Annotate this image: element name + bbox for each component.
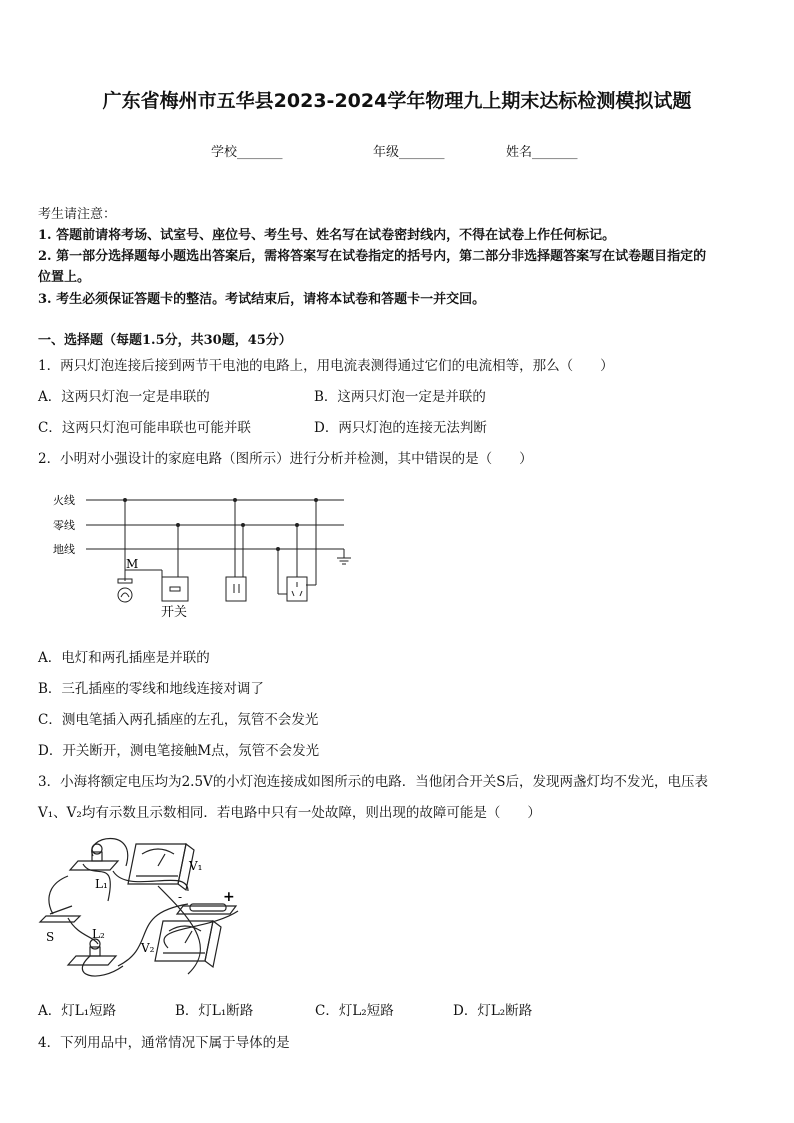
name-field: 姓名_______ [506,145,578,160]
notice-item-1: 1. 答题前请将考场、试室号、座位号、考生号、姓名写在试卷密封线内，不得在试卷上作任何标记。 [38,228,616,243]
q3-stem-line2: V₁、V₂均有示数且示数相同．若电路中只有一处故障，则出现的故障可能是（ ） [38,805,541,821]
q3-option-c: C．灯L₂短路 [315,1003,394,1019]
notice-item-2: 2. 第一部分选择题每小题选出答案后，需将答案写在试卷指定的括号内，第二部分非选择题答案写在试卷题目指定的 [38,249,707,264]
notice-heading: 考生请注意： [38,207,117,222]
q1-option-b: B．这两只灯泡一定是并联的 [314,389,486,405]
s-label: S [46,930,55,944]
neutral-wire-label: 零线 [53,519,75,532]
q2-option-a: A．电灯和两孔插座是并联的 [38,650,210,666]
q2-option-b: B．三孔插座的零线和地线连接对调了 [38,681,264,697]
q3-option-b: B．灯L₁断路 [175,1003,254,1019]
page-title: 广东省梅州市五华县2023-2024学年物理九上期末达标检测模拟试题 [102,90,692,112]
q1-stem: 1．两只灯泡连接后接到两节干电池的电路上，用电流表测得通过它们的电流相等，那么（ ） [38,358,614,374]
school-field: 学校_______ [211,145,283,160]
live-wire-label: 火线 [53,494,75,507]
q3-stem-line1: 3．小海将额定电压均为2.5V的小灯泡连接成如图所示的电路．当他闭合开关S后，发现两盏灯均不发光，电压表 [38,774,709,790]
q2-stem: 2．小明对小强设计的家庭电路（图所示）进行分析并检测，其中错误的是（ ） [38,451,533,467]
q1-option-a: A．这两只灯泡一定是串联的 [38,389,210,405]
plus-label: + [223,889,235,905]
v1-label: V₁ [189,859,203,873]
minus-label: - [178,890,183,904]
q2-option-d: D．开关断开，测电笔接触M点，氖管不会发光 [38,743,320,759]
q3-option-d: D．灯L₂断路 [453,1003,533,1019]
ground-wire-label: 地线 [53,543,75,556]
q3-option-a: A．灯L₁短路 [38,1003,117,1019]
voltmeter-circuit-figure [38,826,248,988]
notice-item-3: 3. 考生必须保证答题卡的整洁。考试结束后，请将本试卷和答题卡一并交回。 [38,292,486,307]
q1-option-d: D．两只灯泡的连接无法判断 [314,420,487,436]
l2-label: L₂ [92,927,105,941]
q1-option-c: C．这两只灯泡可能串联也可能并联 [38,420,251,436]
grade-field: 年级_______ [373,145,445,160]
q2-option-c: C．测电笔插入两孔插座的左孔，氖管不会发光 [38,712,319,728]
l1-label: L₁ [95,877,108,891]
q4-stem: 4．下列用品中，通常情况下属于导体的是 [38,1035,290,1051]
notice-item-2-cont: 位置上。 [38,270,91,285]
point-m-label: M [126,557,139,571]
v2-label: V₂ [141,941,155,955]
section-heading: 一、选择题（每题1.5分，共30题，45分） [38,333,292,348]
household-circuit-figure [40,485,370,625]
switch-label: 开关 [161,605,188,620]
